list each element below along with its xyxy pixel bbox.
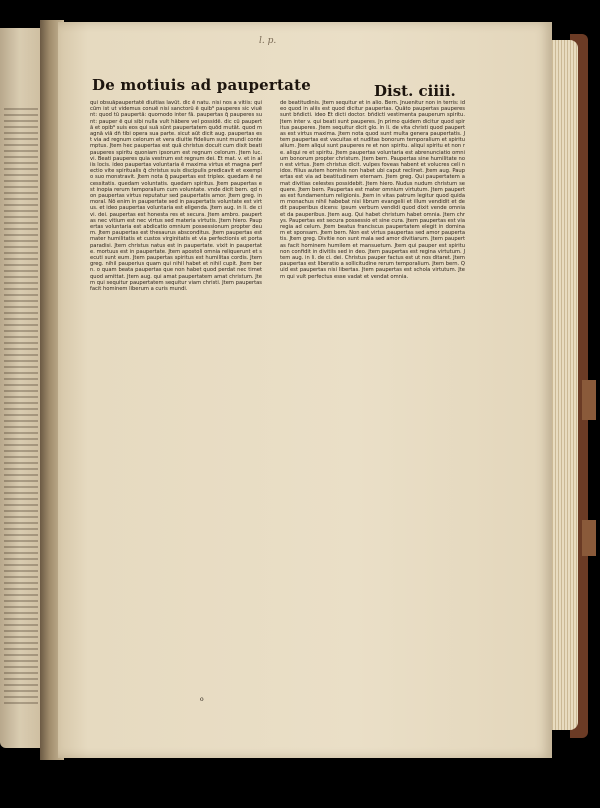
facing-page-text-ghost bbox=[4, 108, 38, 708]
text-column-right: de beatitudinis. Jtem sequitur et in alio. Bern. Jnuenitur non in terris: ideo quod in aliis est quod dicitur paupertas. Quāto paupertas pauperes sunt bñdicti. ideo Et dicti doctor. bñdicti vestimenta pauperum spiritu. Jtem inter v. qui beati sunt pauperes. Jn primo quidem dicitur quod spiritus pauperes. Jtem sequitur dicit glo. in li. de vita christi quod paupertas est virtus maxima. Jtem nota quod sunt multa genera paupertatis. Jtem paupertas est vacuitas et nuditas bonorum temporalium et spiritualium. Jtem aliqui sunt pauperes re et non spiritu. aliqui spiritu et non re. aliqui re et spiritu. Jtem paupertas voluntaria est abrenunciatio omnium bonorum propter christum. Jtem bern. Paupertas sine humilitate non est virtus. Jtem christus dicit. vulpes foveas habent et volucres celi nidos. filius autem hominis non habet ubi caput reclinet. Jtem aug. Paupertas est via ad beatitudinem eternam. Jtem greg. Qui paupertatem amat divitias celestes possidebit. Jtem hiero. Nudus nudum christum sequere. Jtem bern. Paupertas est mater omnium virtutum. Jtem paupertas est fundamentum religionis. Jtem in vitas patrum legitur quod quidam monachus nihil habebat nisi librum evangelii et illum vendidit et dedit pauperibus dicens: ipsum verbum vendidi quod dixit vende omnia et da pauperibus. Jtem aug. Qui habet christum habet omnia. Jtem chrys. Paupertas est secura possessio et sine cura. Jtem paupertas est via regia ad celum. Jtem beatus franciscus paupertatem elegit in dominam et sponsam. Jtem bern. Non est virtus paupertas sed amor paupertatis. Jtem greg. Divitie non sunt mala sed amor divitiarum. Jtem paupertas facit hominem humilem et mansuetum. Jtem qui pauper est spiritu non confidit in divitiis sed in deo. Jtem paupertas est regina virtutum. Jtem aug. in li. de ci. dei. Christus pauper factus est ut nos ditaret. Jtem paupertas est liberatio a sollicitudine rerum temporalium. Jtem bern. Quid est paupertas nisi libertas. Jtem paupertas est schola virtutum. Jtem qui vult perfectus esse vadat et vendat omnia. bbox=[280, 100, 465, 280]
facing-page-edge bbox=[0, 28, 44, 748]
page-edges bbox=[550, 40, 578, 730]
running-header-left: De motiuis ad paupertate bbox=[92, 76, 311, 94]
signature-mark: o bbox=[200, 696, 204, 703]
leather-tab bbox=[582, 380, 596, 420]
text-column-left: qui obsuāpaupertatē diuitias lavūt. dic ē natu. nisi nos a vitiis: qui cūm ist ut videmus conuē nisi sanctorū ē quib⁹ pauperes sic viuēnt: quod tū paupertā: quomodo inter fā. paupertas q̄ pauperes sunt: pauper ē qui sibi nulla vult hābere vel possidē. dic cū paupertā et opib⁹ suis eos qui suā sūnt paupertatem quōd mutāt. quod magnā viā dñ tibi opera sua parte. sicut aūt dicit aug. paupertas est via ad regnum celorum et vera diuitie fidelium sunt mundi contemptus. Jtem hec paupertas est quā christus docuit cum dixit beati pauperes spiritu quoniam ipsorum est regnum celorum. Jtem luc. vi. Beati pauperes quia vestrum est regnum dei. Et mat. v. et in aliis locis. ideo paupertas voluntaria ē maxima virtus et magna perfectio vite spiritualis q̄ christus suis discipulis predicavit et exemplo suo monstravit. Jtem nota q̄ paupertas est triplex. quedam ē necessitatis. quedam voluntatis. quedam spiritus. Jtem paupertas est inopia rerum temporalium cum voluntate. vnde dicit bern. qd non paupertas virtus reputatur sed paupertatis amor. Jtem greg. in moral. Nō enim in paupertate sed in paupertatis voluntate est virtus. et ideo paupertas voluntaria est eligenda. Jtem aug. in li. de civi. dei. paupertas est honesta res et secura. Jtem ambro. paupertas nec vitium est nec virtus sed materia virtutis. Jtem hiero. Paupertas voluntaria est abdicatio omnium possessionum propter deum. Jtem paupertas est thesaurus absconditus. Jtem paupertas est mater humilitatis et custos virginitatis et via perfectionis et porta paradisi. Jtem christus natus est in paupertate. vixit in paupertate. mortuus est in paupertate. Jtem apostoli omnia reliquerunt et secuti sunt eum. Jtem paupertas spiritus est humilitas cordis. Jtem greg. nihil pauperius quam qui nihil habet et nihil cupit. Jtem bern. o quam beata paupertas que non habet quod perdat nec timet quod amittat. Jtem aug. qui amat paupertatem amat christum. Jtem qui sequitur paupertatem sequitur viam christi. Jtem paupertas facit hominem liberum a curis mundi. bbox=[90, 100, 262, 293]
leather-tab bbox=[582, 520, 596, 556]
folio-note: l. p. bbox=[259, 36, 277, 46]
running-header-right: Dist. ciiii. bbox=[374, 82, 456, 100]
